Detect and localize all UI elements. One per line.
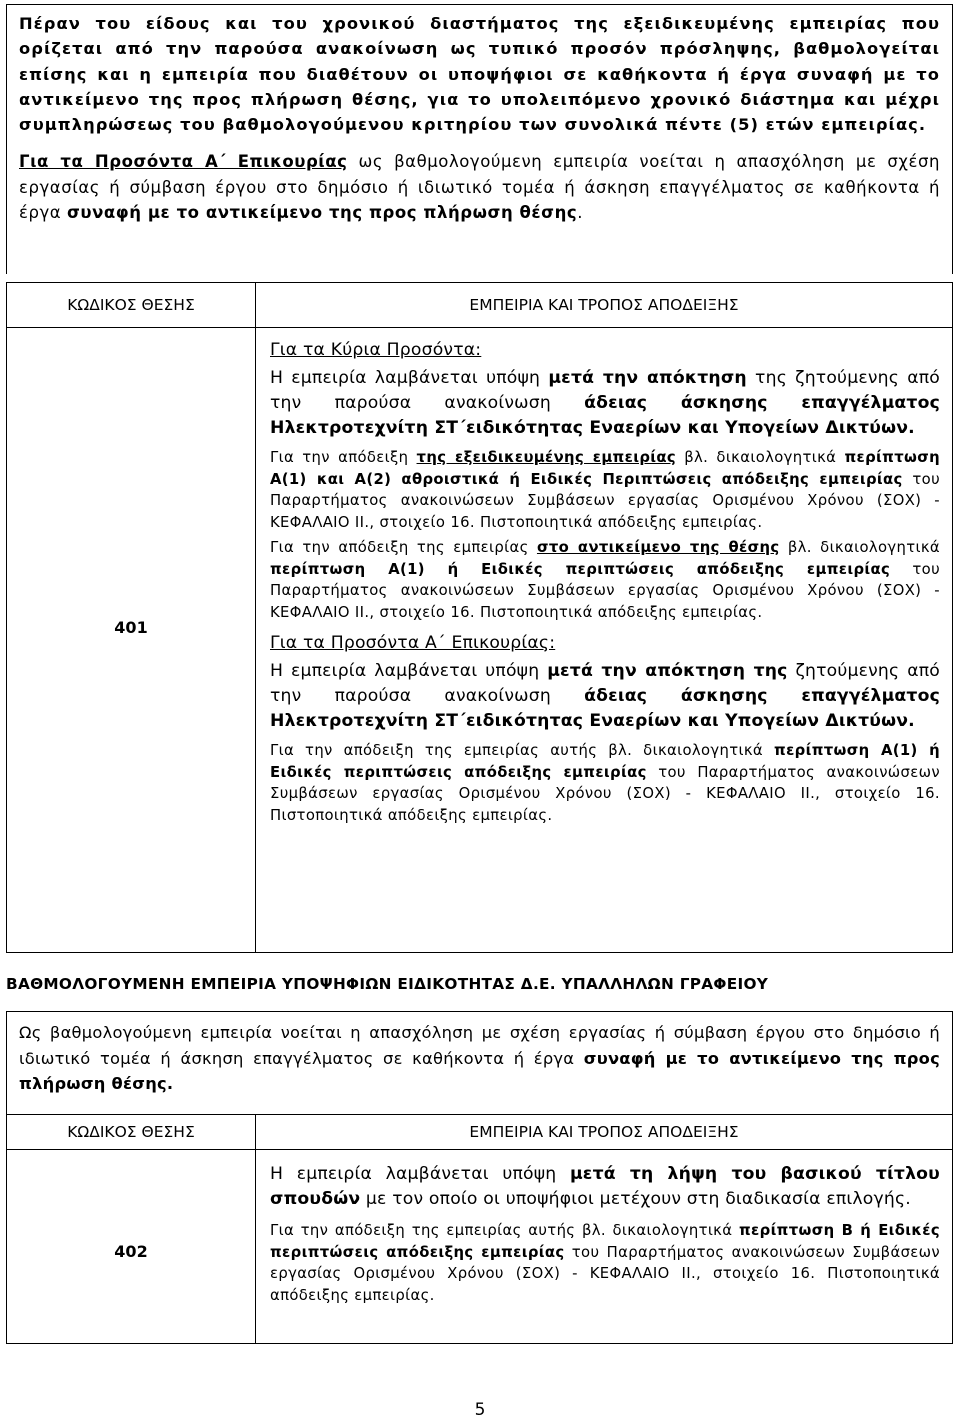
table2-col2-header: ΕΜΠΕΙΡΙΑ ΚΑΙ ΤΡΟΠΟΣ ΑΠΟΔΕΙΞΗΣ	[255, 1114, 953, 1150]
table2-paragraph-2: Για την απόδειξη της εμπειρίας αυτής βλ. δικαιολογητικά περίπτωση Β ή Ειδικές περιπτώσεις απόδειξης εμπειρίας του Παραρτήματος ανακοινώσεων Συμβάσεων εργασίας Ορισμένου Χρόνου (ΣΟΧ) - ΚΕΦΑΛΑΙΟ ΙΙ., στοιχείο 16. Πιστοποιητικά απόδειξης εμπειρίας.	[270, 1222, 941, 1304]
table2-content-cell	[255, 1149, 953, 1344]
section2-title: ΒΑΘΜΟΛΟΓΟΥΜΕΝΗ ΕΜΠΕΙΡΙΑ ΥΠΟΨΗΦΙΩΝ ΕΙΔΙΚΟΤΗΤΑΣ Δ.Ε. ΥΠΑΛΛΗΛΩΝ ΓΡΑΦΕΙΟΥ	[6, 975, 769, 993]
table2-code-cell	[6, 1149, 256, 1344]
section2-note: Ως βαθμολογούμενη εμπειρία νοείται η απασχόληση με σχέση εργασίας ή σύμβαση έργου στο δημόσιο ή ιδιωτικό τομέα ή άσκηση επαγγέλματος σε καθήκοντα ή έργα συναφή με το αντικείμενο της προς πλήρωση θέσης.	[19, 1023, 940, 1093]
table1-code-cell	[6, 327, 256, 953]
aux-paragraph-2: Για την απόδειξη της εμπειρίας αυτής βλ. δικαιολογητικά περίπτωση Α(1) ή Ειδικές περιπτώσεις απόδειξης εμπειρίας του Παραρτήματος ανακοινώσεων Συμβάσεων εργασίας Ορισμένου Χρόνου (ΣΟΧ) - ΚΕΦΑΛΑΙΟ ΙΙ., στοιχείο 16. Πιστοποιητικά απόδειξης εμπειρίας.	[270, 742, 940, 824]
main-paragraph-2: Για την απόδειξη της εξειδικευμένης εμπειρίας βλ. δικαιολογητικά περίπτωση Α(1) και Α(2) αθροιστικά ή Ειδικές Περιπτώσεις απόδειξης εμπειρίας του Παραρτήματος ανακοινώσεων Συμβάσεων εργασίας Ορισμένου Χρόνου (ΣΟΧ) - ΚΕΦΑΛΑΙΟ ΙΙ., στοιχείο 16. Πιστοποιητικά απόδειξης εμπειρίας.	[270, 449, 940, 531]
table1-content-cell	[255, 327, 953, 953]
table2-col1-header: ΚΩΔΙΚΟΣ ΘΕΣΗΣ	[6, 1114, 256, 1150]
main-paragraph-1: Η εμπειρία λαμβάνεται υπόψη μετά την απόκτηση της ζητούμενης από την παρούσα ανακοίνωση άδειας άσκησης επαγγέλματος Ηλεκτροτεχνίτη ΣΤ΄ειδικότητας Εναερίων και Υπογείων Δικτύων.	[270, 368, 940, 438]
position-code: 401	[114, 618, 148, 637]
intro-paragraph: Πέραν του είδους και του χρονικού διαστήματος της εξειδικευμένης εμπειρίας που ορίζεται από την παρούσα ανακοίνωση ως τυπικό προσόν πρόσληψης, βαθμολογείται επίσης και η εμπειρία που διαθέτουν οι υποψήφιοι σε καθήκοντα ή έργα συναφή με το αντικείμενο της προς πλήρωση θέσης, για το υπολειπόμενο χρονικό διάστημα και μέχρι συμπληρώσεως του βαθμολογούμενου κριτηρίου των συνολικά πέντε (5) ετών εμπειρίας.	[19, 14, 940, 135]
aux-note-emphasis: συναφή με το αντικείμενο της προς πλήρωση θέσης	[67, 203, 578, 223]
table1-col2-header: ΕΜΠΕΙΡΙΑ ΚΑΙ ΤΡΟΠΟΣ ΑΠΟΔΕΙΞΗΣ	[255, 282, 953, 328]
table1-col1-header: ΚΩΔΙΚΟΣ ΘΕΣΗΣ	[6, 282, 256, 328]
aux-paragraph-1: Η εμπειρία λαμβάνεται υπόψη μετά την απόκτηση της ζητούμενης από την παρούσα ανακοίνωση άδειας άσκησης επαγγέλματος Ηλεκτροτεχνίτη ΣΤ΄ειδικότητας Εναερίων και Υπογείων Δικτύων.	[270, 661, 940, 731]
page-number: 5	[474, 1400, 486, 1420]
aux-note-paragraph: Για τα Προσόντα Α΄ Επικουρίας ως βαθμολογούμενη εμπειρία νοείται η απασχόληση με σχέση εργασίας ή σύμβαση έργου στο δημόσιο ή ιδιωτικό τομέα ή άσκηση επαγγέλματος σε καθήκοντα ή έργα συναφή με το αντικείμενο της προς πλήρωση θέσης.	[19, 152, 940, 223]
main-qualifications-heading: Για τα Κύρια Προσόντα:	[270, 340, 482, 360]
table2-paragraph-1: Η εμπειρία λαμβάνεται υπόψη μετά τη λήψη του βασικού τίτλου σπουδών με τον οποίο οι υποψήφιοι μετέχουν στη διαδικασία επιλογής.	[270, 1164, 940, 1209]
position-code-402: 402	[114, 1242, 148, 1261]
section2-note-box	[6, 1011, 953, 1115]
aux-qualifications-heading: Για τα Προσόντα Α΄ Επικουρίας:	[270, 633, 556, 653]
main-paragraph-3: Για την απόδειξη της εμπειρίας στο αντικείμενο της θέσης βλ. δικαιολογητικά περίπτωση Α(1) ή Ειδικές περιπτώσεις απόδειξης εμπειρίας του Παραρτήματος ανακοινώσεων Συμβάσεων εργασίας Ορισμένου Χρόνου (ΣΟΧ) - ΚΕΦΑΛΑΙΟ ΙΙ., στοιχείο 16. Πιστοποιητικά απόδειξης εμπειρίας.	[270, 539, 941, 621]
intro-box	[6, 4, 953, 274]
aux-note-lead: Για τα Προσόντα Α΄ Επικουρίας	[19, 152, 348, 172]
